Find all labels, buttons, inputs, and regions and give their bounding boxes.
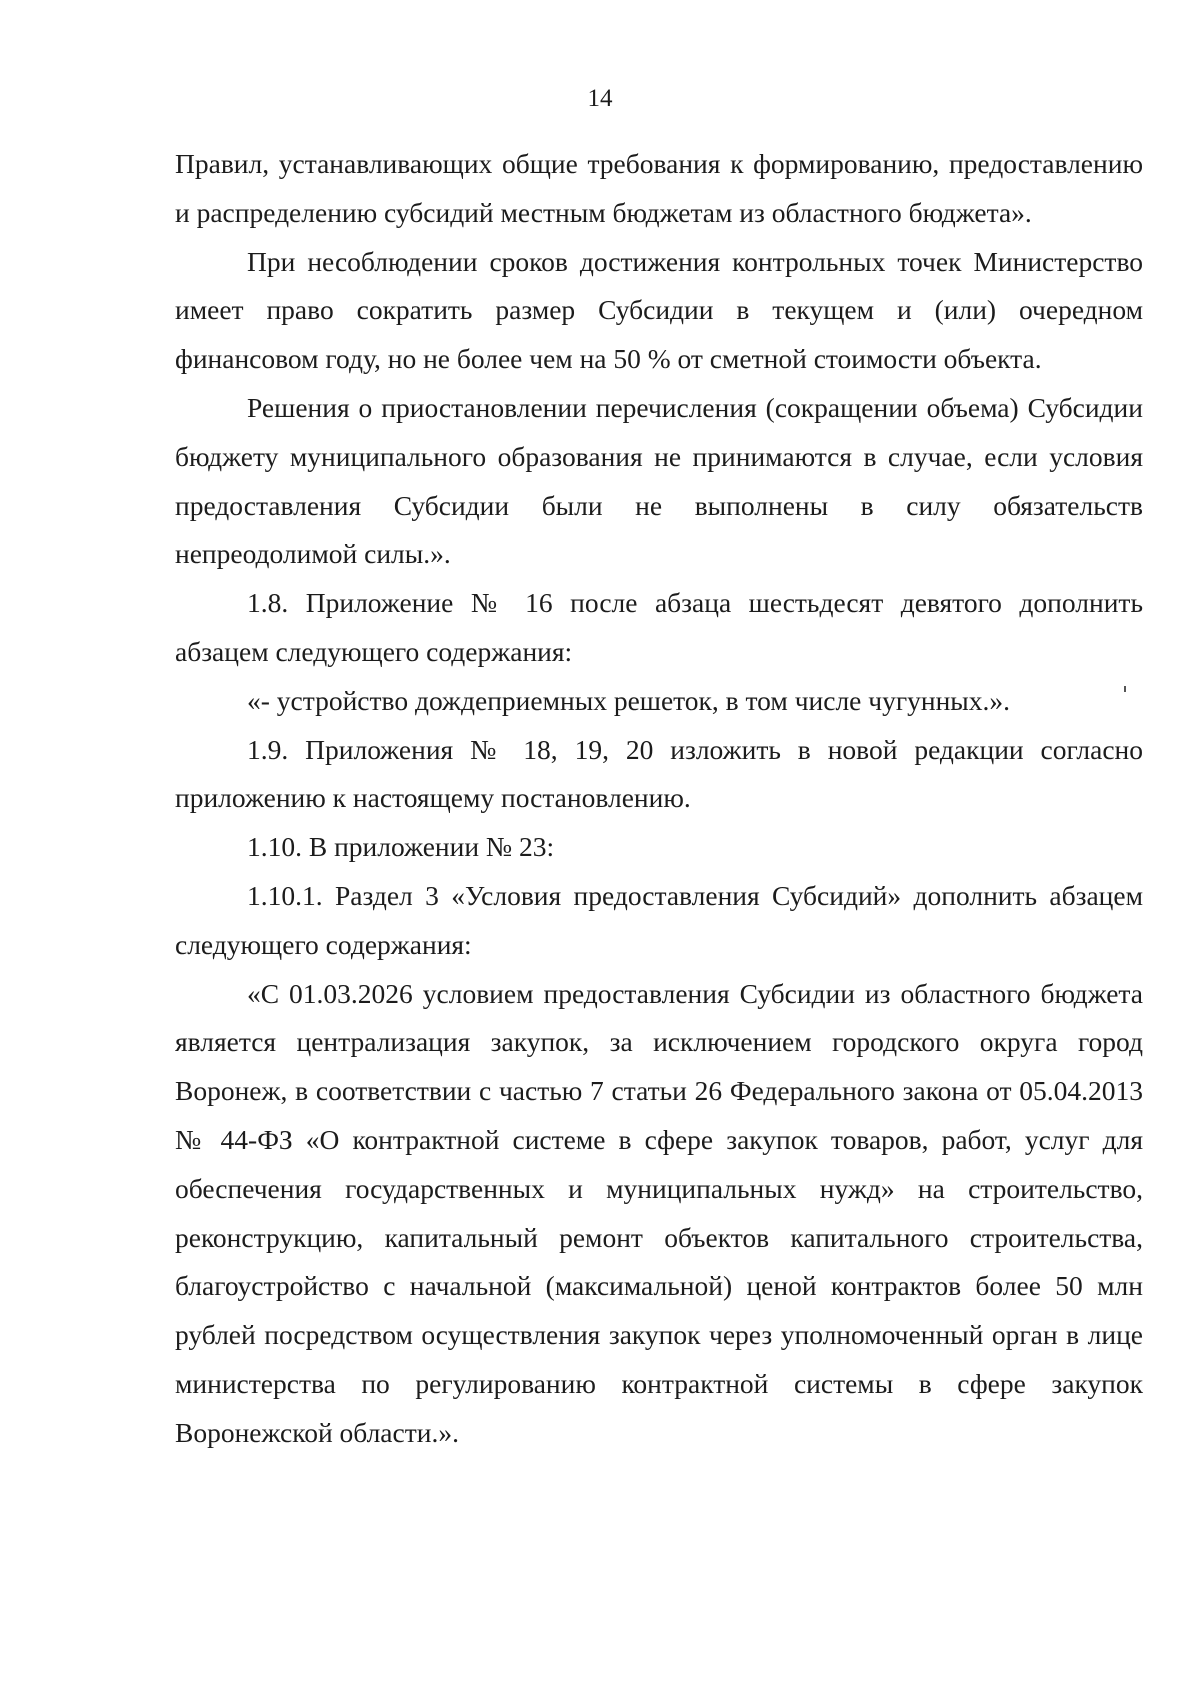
paragraph-item-1-8: 1.8. Приложение № 16 после абзаца шестьдесят девятого дополнить абзацем следующего содержания: — [175, 587, 1143, 667]
paragraph-item-1-9: 1.9. Приложения № 18, 19, 20 изложить в новой редакции согласно приложению к настоящему постановлению. — [175, 733, 1143, 814]
scan-speck — [1124, 686, 1126, 692]
paragraph-item-1-10-1: 1.10.1. Раздел 3 «Условия предоставления Субсидий» дополнить абзацем следующего содержания: — [175, 879, 1143, 960]
paragraph-centralization-clause: «С 01.03.2026 условием предоставления Субсидии из областного бюджета является централизация закупок, за исключением городского округа город Воронеж, в соответствии с частью 7 статьи 26 Федерального закона от 05.04.2013 № 44-ФЗ «О контрактной системе в сфере закупок товаров, работ, услуг для обеспечения государственных и муниципальных нужд» на строительство, реконструкцию, капитальный ремонт объектов капитального строительства, благоустройство с начальной (максимальной) ценой контрактов более 50 млн рублей посредством осуществления закупок через уполномоченный орган в лице министерства по регулированию контрактной системы в сфере закупок Воронежской области.». — [175, 977, 1143, 1448]
paragraph-item-1-10: 1.10. В приложении № 23: — [247, 831, 555, 863]
page-number: 14 — [587, 85, 613, 112]
paragraph-suspension-decisions: Решения о приостановлении перечисления (сокращении объема) Субсидии бюджету муниципального образования не принимаются в случае, если условия предоставления Субсидии были не выполнены в силу обязательств непреодолимой силы.». — [175, 391, 1143, 570]
paragraph-continuation: Правил, устанавливающих общие требования к формированию, предоставлению и распределению субсидий местным бюджетам из областного бюджета». — [175, 148, 1143, 228]
document-body — [175, 140, 1143, 1458]
paragraph-quoted-addition: «- устройство дождеприемных решеток, в том числе чугунных.». — [247, 684, 1011, 716]
paragraph-control-points: При несоблюдении сроков достижения контрольных точек Министерство имеет право сократить размер Субсидии в текущем и (или) очередном финансовом году, но не более чем на 50 % от сметной стоимости объекта. — [175, 245, 1143, 375]
